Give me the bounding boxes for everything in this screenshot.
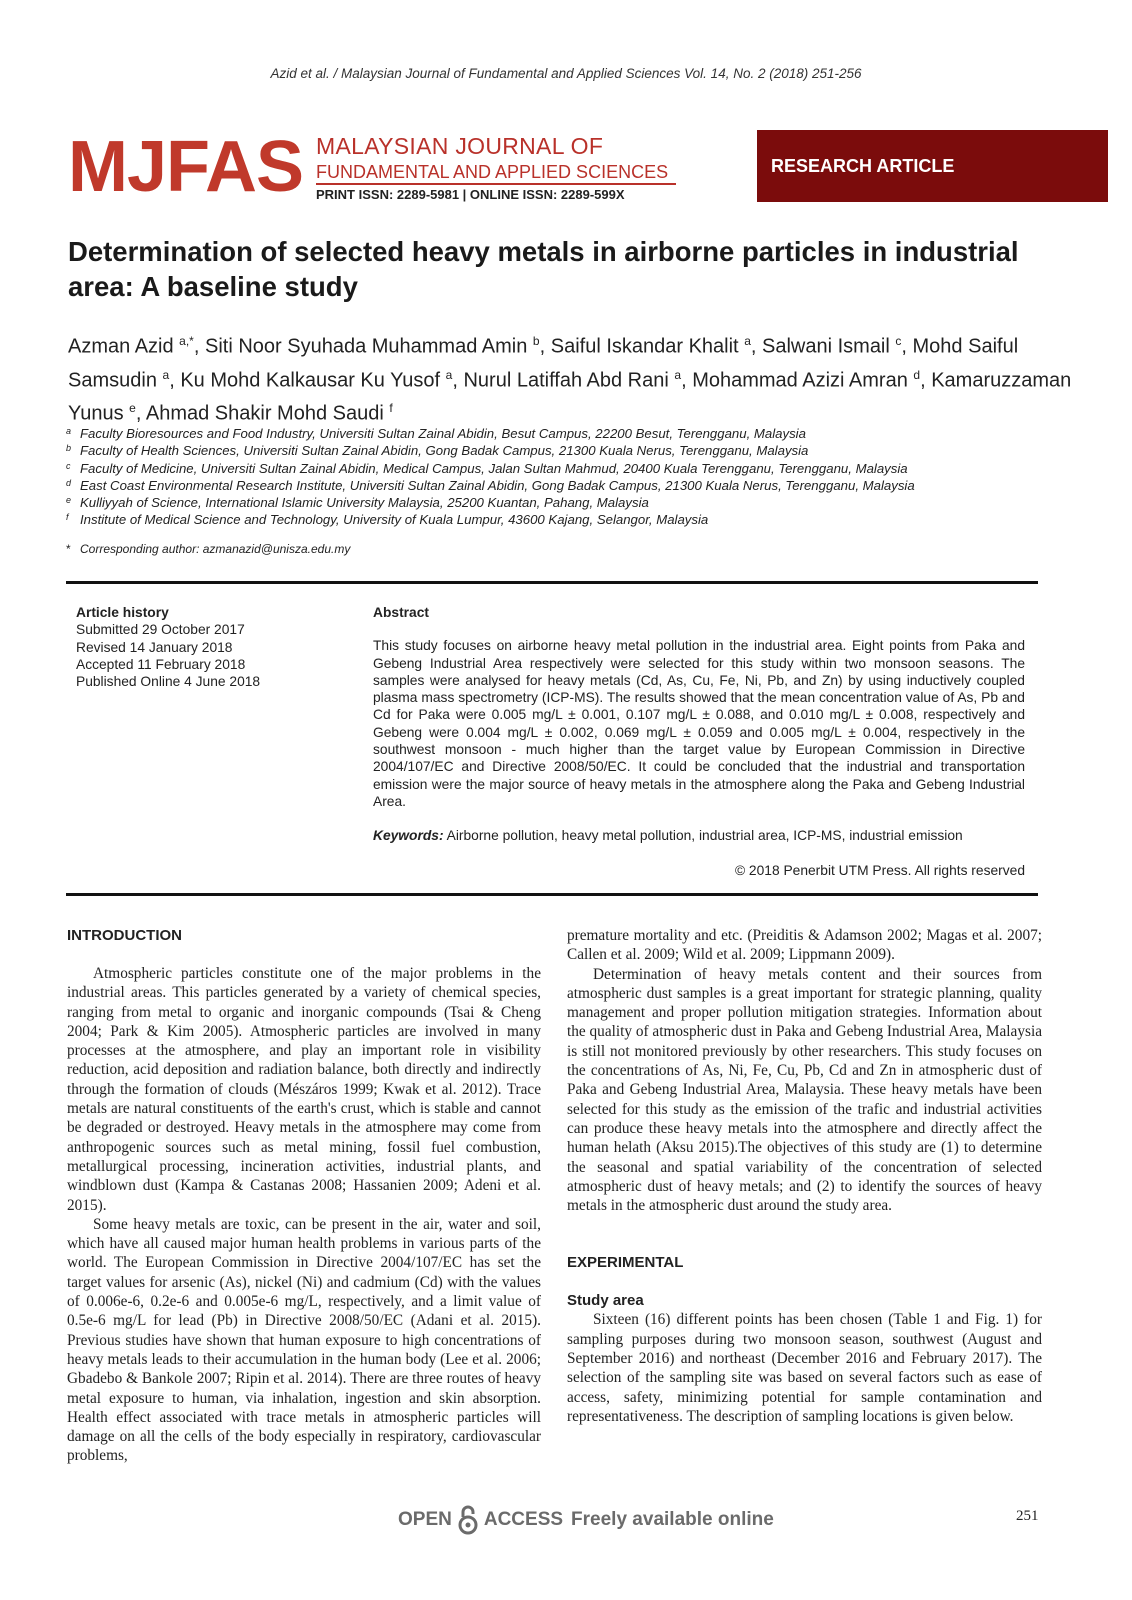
logo-issn: PRINT ISSN: 2289-5981 | ONLINE ISSN: 2289-599X bbox=[316, 187, 625, 202]
corresponding-text: Corresponding author: azmanazid@unisza.edu.my bbox=[80, 542, 351, 556]
access-label: ACCESS bbox=[483, 1509, 564, 1530]
article-type-badge: RESEARCH ARTICLE bbox=[757, 130, 1108, 202]
author-affiliation-mark: e bbox=[129, 401, 136, 416]
body-paragraph: premature mortality and etc. (Preiditis & Adamson 2002; Magas et al. 2007; Callen et al. 2009; Wild et al. 2009; Lippmann 2009). bbox=[567, 927, 1042, 964]
affiliation-text: Kulliyyah of Science, International Islamic University Malaysia, 25200 Kuantan, Pahang, Malaysia bbox=[80, 495, 649, 511]
history-heading: Article history bbox=[76, 605, 169, 620]
author-name: Ku Mohd Kalkausar Ku Yusof bbox=[180, 369, 441, 392]
affiliation-item bbox=[66, 511, 1116, 528]
affiliation-list bbox=[66, 425, 1116, 529]
affiliation-item bbox=[66, 425, 1116, 442]
history-line: Submitted 29 October 2017 bbox=[76, 622, 245, 638]
author-name: Salwani Ismail bbox=[762, 335, 890, 358]
author-name: Mohd Saiful Samsudin bbox=[68, 335, 1019, 392]
history-line: Revised 14 January 2018 bbox=[76, 639, 233, 655]
affiliation-text: Faculty of Health Sciences, Universiti Sultan Zainal Abidin, Gong Badak Campus, 21300 Kuala Nerus, Terengganu, Malaysia bbox=[80, 443, 809, 459]
open-lock-icon bbox=[458, 1505, 478, 1535]
subsection-heading-study-area: Study area bbox=[567, 1292, 644, 1310]
affiliation-symbol: e bbox=[66, 495, 72, 506]
affiliation-symbol: d bbox=[66, 477, 72, 488]
article-title: Determination of selected heavy metals in airborne particles in industrial area: A baseline study bbox=[68, 236, 1019, 302]
author-list: Azman Azid $^{a,*}$, Siti Noor Syuhada Muhammad Amin $^b$, Saiful Iskandar Khalit $^a$, Salwani Ismail $^c$, Mohd Saiful Samsudin $^a$, Ku Mohd Kalkausar Ku Yusof $^a$, Nurul Latiffah Abd Rani $^a$, Mohammad Azizi Amran $^d$, Kamaruzzaman Yunus $^e$, Ahmad Shakir Mohd Saudi $^f$ bbox=[68, 334, 1072, 425]
logo-line-1: MALAYSIAN JOURNAL OF bbox=[316, 133, 604, 159]
keywords-label: Keywords: bbox=[373, 828, 444, 844]
open-access-tagline: Freely available online bbox=[571, 1509, 774, 1530]
affiliation-item bbox=[66, 460, 1116, 477]
affiliation-item bbox=[66, 494, 1116, 511]
author-name: Azman Azid bbox=[68, 335, 174, 358]
affiliation-symbol: a bbox=[66, 426, 72, 436]
corresponding-symbol: * bbox=[66, 542, 71, 556]
affiliation-text: Faculty Bioresources and Food Industry, Universiti Sultan Zainal Abidin, Besut Campus, 22200 Besut, Terengganu, Malaysia bbox=[80, 426, 806, 441]
keywords-text: Airborne pollution, heavy metal pollution, industrial area, ICP-MS, industrial emission bbox=[446, 828, 963, 844]
author-affiliation-mark: a bbox=[674, 367, 682, 382]
affiliation-text: Faculty of Medicine, Universiti Sultan Zainal Abidin, Medical Campus, Jalan Sultan Mahmud, 20400 Kuala Terengganu, Terengganu, Malaysia bbox=[80, 460, 908, 476]
author-affiliation-mark: a,* bbox=[179, 334, 194, 348]
author-name: Nurul Latiffah Abd Rani bbox=[463, 369, 669, 392]
author-affiliation-mark: a bbox=[162, 367, 170, 382]
logo-mark: MJFAS bbox=[68, 127, 304, 207]
abstract-heading: Abstract bbox=[373, 605, 429, 620]
body-paragraph: Determination of heavy metals content and their sources from atmospheric dust samples is a great important for strategic planning, quality management and proper pollution mitigation strategies. Information about the quality of atmospheric dust in Paka and Gebeng Industrial Area, Malaysia is still not monitored previously by other researchers. This study focuses on the concentrations of As, Ni, Fe, Cu, Pb, Cd and Zn in atmospheric dust of Paka and Gebeng Industrial Area, Malaysia. These heavy metals have been selected for this study as the emission of the trafic and industrial activities can produce these heavy metals into the atmosphere and directly affect the human helath (Aksu 2015).The objectives of this study are (1) to determine the seasonal and spatial variability of the concentration of selected atmospheric dust of heavy metals; and (2) to identify the sources of heavy metals in the atmospheric dust around the study area. bbox=[567, 965, 1042, 1215]
journal-logo bbox=[68, 128, 708, 206]
author-name: Mohammad Azizi Amran bbox=[692, 369, 908, 392]
open-access-footer bbox=[398, 1500, 778, 1540]
author-affiliation-mark: b bbox=[532, 334, 540, 348]
running-head: Azid et al. / Malaysian Journal of Fundamental and Applied Sciences Vol. 14, No. 2 (2018) 251-256 bbox=[270, 66, 862, 81]
abstract-text: This study focuses on airborne heavy metal pollution in the industrial area. Eight points from Paka and Gebeng Industrial Area respectively were selected for this study within two monsoon seasons. The samples were analysed for heavy metals (Cd, As, Cu, Fe, Ni, Pb, and Zn) by using inductively coupled plasma mass spectrometry (ICP-MS). The results showed that the mean concentration value of As, Pb and Cd for Paka were 0.005 mg/L ± 0.001, 0.107 mg/L ± 0.088, and 0.010 mg/L ± 0.008, respectively and Gebeng were 0.004 mg/L ± 0.002, 0.069 mg/L ± 0.059 and 0.005 mg/L ± 0.004, respectively in the southwest monsoon - much higher than the target value by European Commission in Directive 2004/107/EC and Directive 2008/50/EC. It could be concluded that the industrial and transportation emission were the major source of heavy metals in the atmosphere along the Paka and Gebeng Industrial Area. bbox=[373, 638, 1025, 809]
affiliation-symbol: c bbox=[66, 460, 71, 471]
history-line: Accepted 11 February 2018 bbox=[76, 656, 246, 672]
logo-line-2: FUNDAMENTAL AND APPLIED SCIENCES bbox=[316, 162, 669, 182]
history-line: Published Online 4 June 2018 bbox=[76, 674, 261, 690]
body-column-right bbox=[567, 926, 1042, 1426]
open-label: OPEN bbox=[398, 1509, 452, 1530]
keywords bbox=[373, 827, 1025, 844]
affiliation-text: Institute of Medical Science and Technology, University of Kuala Lumpur, 43600 Kajang, Selangor, Malaysia bbox=[80, 512, 709, 528]
author-affiliation-mark: a bbox=[445, 367, 453, 382]
bottom-rule bbox=[66, 893, 1038, 896]
author-name: Saiful Iskandar Khalit bbox=[550, 335, 739, 358]
author-name: Ahmad Shakir Mohd Saudi bbox=[145, 402, 384, 425]
affiliation-symbol: f bbox=[66, 512, 69, 523]
page-number: 251 bbox=[1016, 1508, 1039, 1524]
affiliation-item bbox=[66, 442, 1116, 459]
author-affiliation-mark: d bbox=[913, 367, 921, 382]
article-history bbox=[76, 604, 356, 690]
affiliation-item bbox=[66, 477, 1116, 494]
section-heading-experimental: EXPERIMENTAL bbox=[567, 1254, 684, 1272]
corresponding-author bbox=[66, 542, 350, 556]
logo-divider bbox=[316, 183, 676, 185]
affiliation-symbol: b bbox=[66, 443, 72, 454]
top-rule bbox=[66, 581, 1038, 584]
author-affiliation-mark: a bbox=[744, 334, 751, 348]
author-name: Kamaruzzaman Yunus bbox=[68, 369, 1072, 425]
affiliation-text: East Coast Environmental Research Institute, Universiti Sultan Zainal Abidin, Gong Badak Campus, 21300 Kuala Nerus, Terengganu, Malaysia bbox=[80, 477, 915, 493]
author-affiliation-mark: f bbox=[389, 401, 393, 416]
copyright-notice: © 2018 Penerbit UTM Press. All rights reserved bbox=[734, 862, 1025, 878]
body-column-left bbox=[67, 926, 541, 1466]
body-paragraph: Atmospheric particles constitute one of the major problems in the industrial areas. This particles generated by a variety of chemical species, ranging from metal to organic and inorganic compounds (Tsai & Cheng 2004; Park & Kim 2005). Atmospheric particles are involved in many processes at the atmosphere, and play an important role in visibility reduction, acid deposition and radiation balance, both directly and indirectly through the formation of clouds (Mészáros 1999; Kwak et al. 2012). Trace metals are natural constituents of the earth's crust, which is stable and cannot be degraded or destroyed. Heavy metals in the atmosphere may come from anthropogenic sources such as metal mining, fossil fuel combustion, metallurgical processing, incineration activities, industrial plants, and windblown dust (Kampa & Castanas 2008; Hassanien 2009; Adeni et al. 2015). bbox=[67, 965, 541, 1214]
author-name: Siti Noor Syuhada Muhammad Amin bbox=[204, 335, 528, 358]
abstract-block bbox=[373, 604, 1025, 879]
body-paragraph: Sixteen (16) different points has been chosen (Table 1 and Fig. 1) for sampling purposes during two monsoon season, southwest (August and September 2016) and northeast (December 2016 and February 2017). The selection of the sampling site was based on several factors such as ease of access, safety, minimizing potential for sample contamination and representativeness. The description of sampling locations is given below. bbox=[567, 1311, 1042, 1425]
author-affiliation-mark: c bbox=[895, 334, 902, 348]
section-heading-introduction: INTRODUCTION bbox=[67, 927, 182, 944]
body-paragraph: Some heavy metals are toxic, can be present in the air, water and soil, which have all caused major human health problems in various parts of the world. The European Commission in Directive 2004/107/EC has set the target values for arsenic (As), nickel (Ni) and cadmium (Cd) with the values of 0.006e-6, 0.2e-6 and 0.005e-6 mg/L, respectively, and a limit value of 0.5e-6 mg/L for lead (Pb) in Directive 2008/50/EC (Adani et al. 2015). Previous studies have shown that human exposure to high concentrations of heavy metals leads to their accumulation in the human body (Lee et al. 2006; Gbadebo & Bankole 2007; Ripin et al. 2014). There are three routes of heavy metal exposure to human, via inhalation, ingestion and skin absorption. Health effect associated with trace metals in atmospheric particles will damage on all the cells of the body especially in respiratory, cardiovascular problems, bbox=[67, 1215, 541, 1465]
section-gap bbox=[567, 1215, 1042, 1253]
